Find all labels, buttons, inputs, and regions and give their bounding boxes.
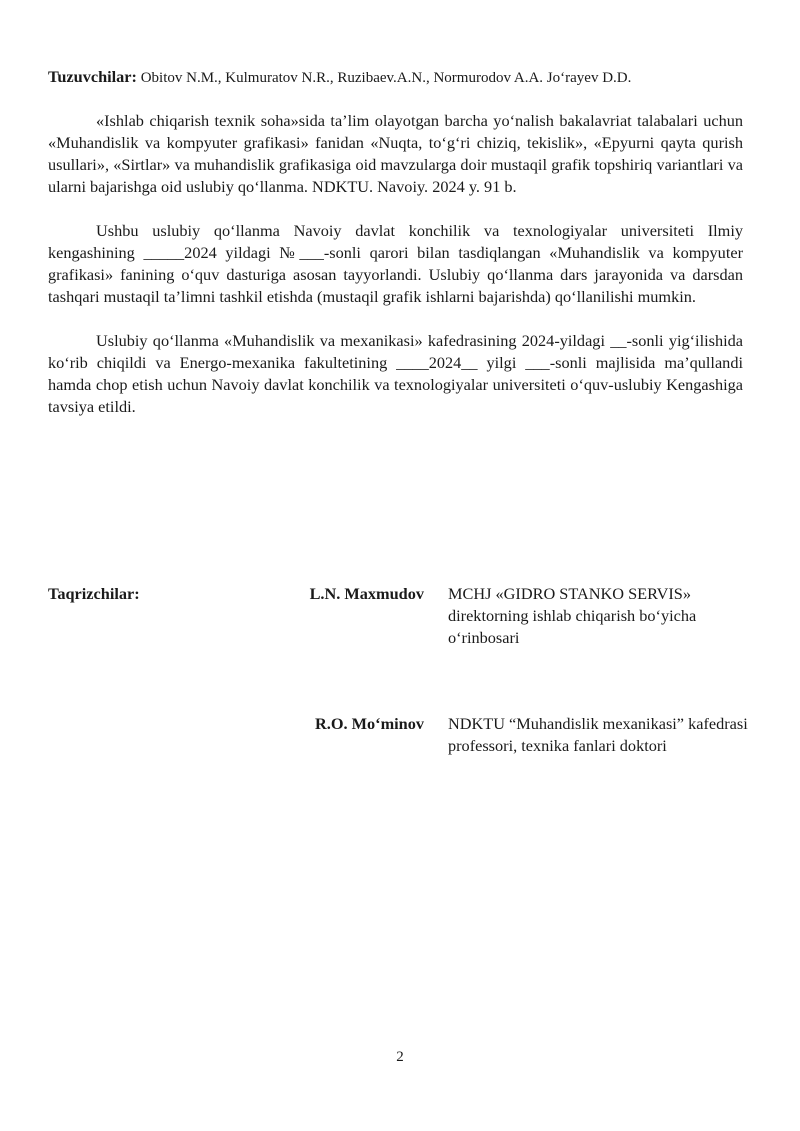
reviewers-label: Taqrizchilar: (48, 584, 140, 603)
reviewer-description: MCHJ «GIDRO STANKO SERVIS» direktorning ishlab chiqarish boʻyicha oʻrinbosari (448, 584, 697, 647)
document-body (48, 66, 743, 418)
reviewer-description: NDKTU “Muhandislik mexanikasi” kafedrasi professori, texnika fanlari doktori (448, 714, 748, 755)
reviewer-name: L.N. Maxmudov (309, 584, 424, 603)
authors-names: Obitov N.M., Kulmuratov N.R., Ruzibaev.A.N., Normurodov A.A. Joʻrayev D.D. (136, 70, 632, 86)
reviewers-section (48, 583, 748, 755)
reviewer-name: R.O. Moʻminov (315, 714, 424, 733)
reviewer-entry (48, 583, 748, 647)
authors-label: Tuzuvchilar: (48, 67, 137, 86)
reviewer-entry (48, 713, 748, 755)
annotation-paragraph: «Ishlab chiqarish texnik soha»sida taʼlim olayotgan barcha yoʻnalish bakalavriat talabalari uchun «Muhandislik va kompyuter grafikasi» fanidan «Nuqta, toʻgʻri chiziq, tekislik», «Epyurni qayta qurish usullari», «Sirtlar» va muhandislik grafikasiga oid mavzularga doir mustaqil grafik topshiriq variantlari va ularni bajarishga oid uslubiy qoʻllanma. NDKTU. Navoiy. 2024 y. 91 b. (48, 111, 743, 196)
page-number: 2 (396, 1049, 404, 1065)
authors-line (48, 66, 743, 89)
recommendation-paragraph: Uslubiy qoʻllanma «Muhandislik va mexanikasi» kafedrasining 2024-yildagi __-sonli yigʻilishida koʻrib chiqildi va Energo-mexanika fakultetining ____2024__ yilgi ___-sonli majlisida maʼqullandi hamda chop etish uchun Navoiy davlat konchilik va texnologiyalar universiteti oʻquv-uslubiy Kengashiga tavsiya etildi. (48, 331, 743, 416)
approval-paragraph: Ushbu uslubiy qoʻllanma Navoiy davlat konchilik va texnologiyalar universiteti Ilmiy kengashining _____2024 yildagi №___-sonli qarori bilan tasdiqlangan «Muhandislik va kompyuter grafikasi» fanining oʻquv dasturiga asosan tayyorlandi. Uslubiy qoʻllanma dars jarayonida va darsdan tashqari mustaqil taʼlimni tashkil etishda (mustaqil grafik ishlarni bajarishda) qoʻllanilishi mumkin. (48, 221, 743, 306)
